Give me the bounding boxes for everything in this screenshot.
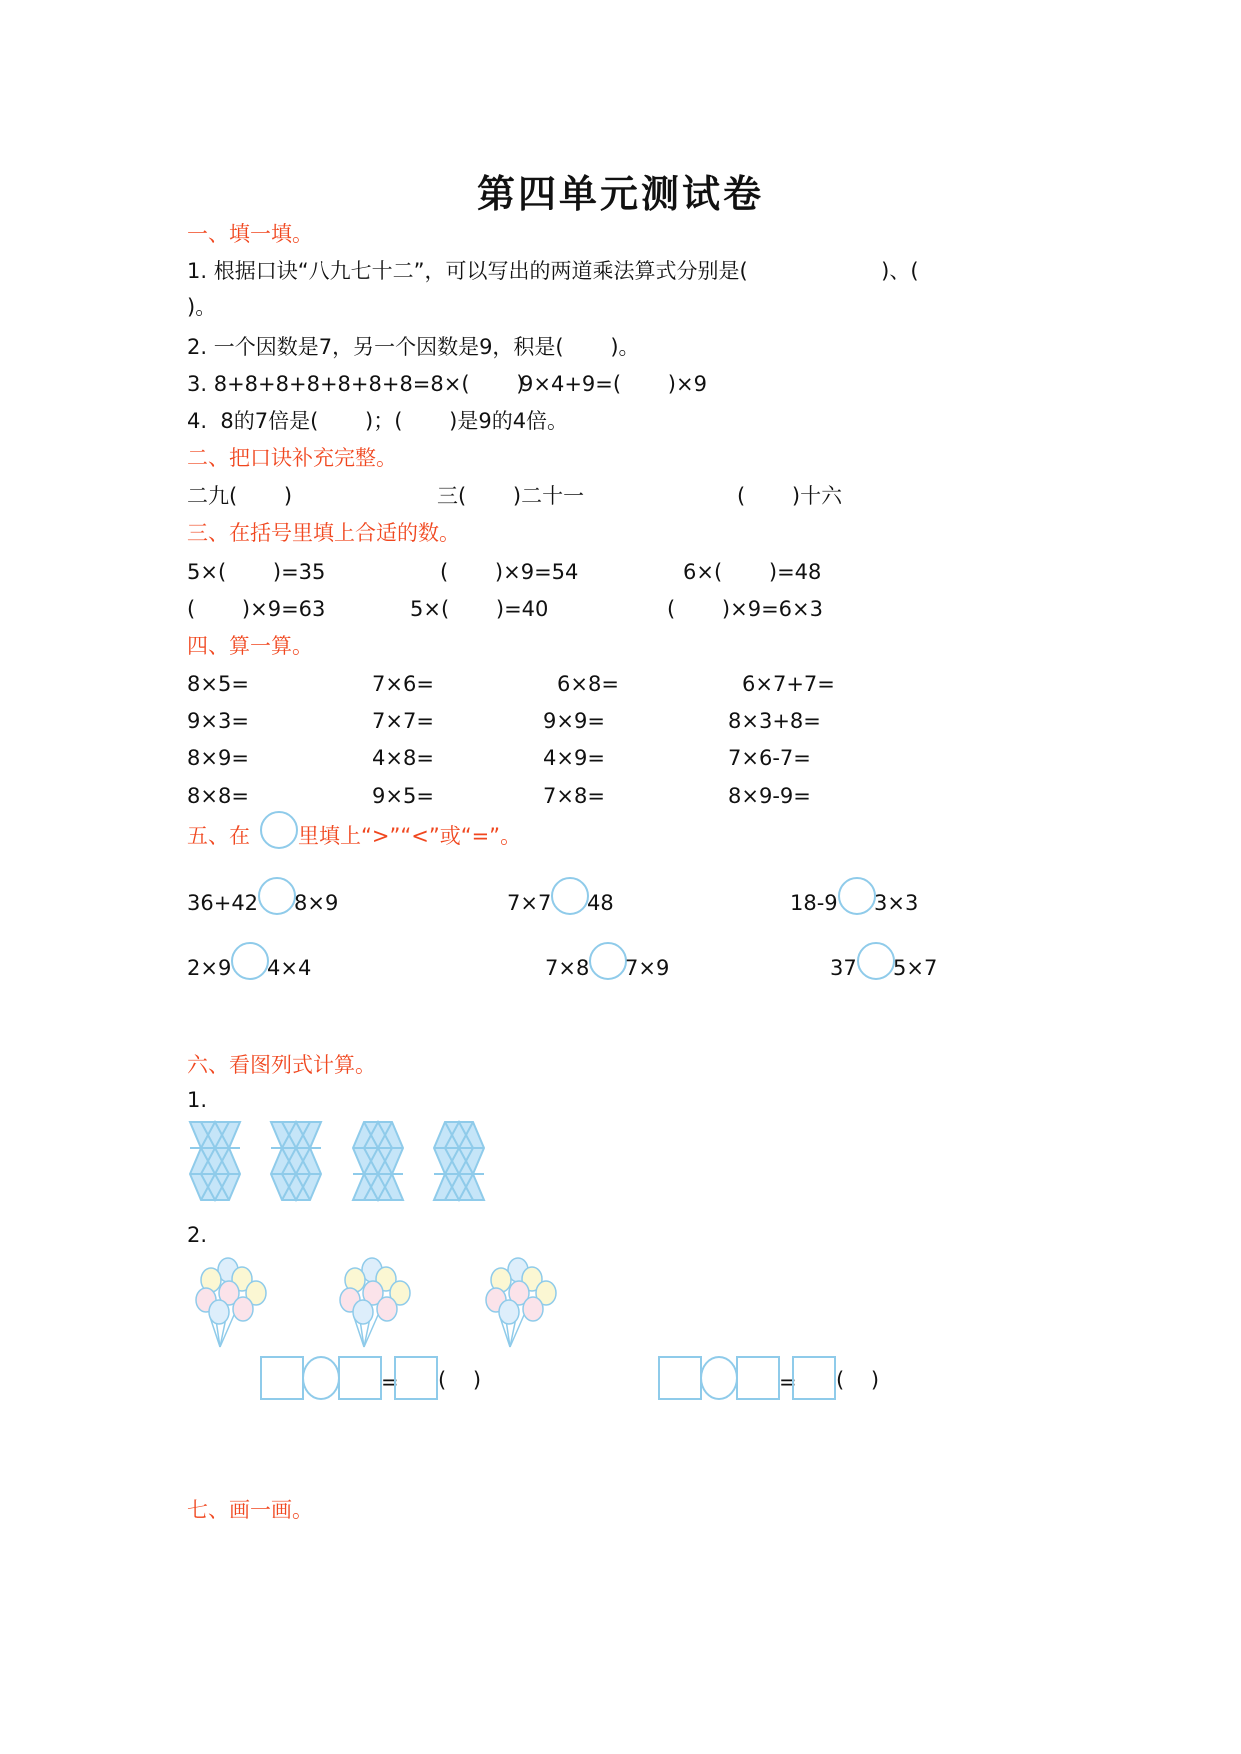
compare-answer-circle[interactable] <box>258 877 296 915</box>
unit-paren: ( ) <box>836 1368 880 1392</box>
compare-left: 36+42 <box>187 891 259 915</box>
problem-1-label: 1. <box>187 1088 208 1112</box>
equals-sign: = <box>381 1370 399 1394</box>
calc-item: 6×7+7= <box>742 672 835 696</box>
question-3a: 3. 8+8+8+8+8+8+8=8×( ) <box>187 372 525 396</box>
compare-right: 8×9 <box>294 891 339 915</box>
question-1: 1. 根据口诀“八九七十二”，可以写出的两道乘法算式分别是( )、( <box>187 259 919 283</box>
fill-item: 5×( )=35 <box>187 560 326 584</box>
compare-answer-circle[interactable] <box>857 942 895 980</box>
compare-answer-circle[interactable] <box>551 877 589 915</box>
compare-left: 7×8 <box>545 956 590 980</box>
compare-right: 4×4 <box>267 956 312 980</box>
section-4-heading: 四、算一算。 <box>187 634 313 658</box>
section-1-heading: 一、填一填。 <box>187 222 313 246</box>
triangle-shape <box>350 1120 410 1202</box>
fill-item: 6×( )=48 <box>683 560 822 584</box>
calc-item: 9×3= <box>187 709 249 733</box>
section-5-heading-b: 里填上“>”“<”或“=”。 <box>298 824 522 848</box>
operator-circle[interactable] <box>302 1356 340 1400</box>
question-4: 4. 8的7倍是( )；( )是9的4倍。 <box>187 409 569 433</box>
balloon-bunch-icon <box>187 1255 282 1350</box>
question-3b: 9×4+9=( )×9 <box>520 372 707 396</box>
compare-answer-circle[interactable] <box>589 942 627 980</box>
problem-2-label: 2. <box>187 1223 208 1247</box>
fill-item: 5×( )=40 <box>410 597 549 621</box>
fill-item: ( )×9=54 <box>440 560 579 584</box>
calc-item: 4×9= <box>543 746 605 770</box>
calc-item: 8×9= <box>187 746 249 770</box>
calc-item: 6×8= <box>557 672 619 696</box>
section-5-heading-a: 五、在 <box>187 824 250 848</box>
compare-left: 7×7 <box>507 891 552 915</box>
rhyme-item: 二九( ) <box>187 484 293 508</box>
answer-box[interactable] <box>658 1356 702 1400</box>
calc-item: 8×5= <box>187 672 249 696</box>
rhyme-item: 三( )二十一 <box>437 484 585 508</box>
calc-item: 9×5= <box>372 784 434 808</box>
compare-circle-icon <box>260 811 298 849</box>
triangle-shape <box>268 1120 328 1202</box>
calc-item: 7×7= <box>372 709 434 733</box>
fill-item: ( )×9=63 <box>187 597 326 621</box>
compare-answer-circle[interactable] <box>231 942 269 980</box>
calc-item: 7×8= <box>543 784 605 808</box>
compare-left: 18-9 <box>790 891 838 915</box>
equals-sign: = <box>779 1370 797 1394</box>
answer-box[interactable] <box>792 1356 836 1400</box>
fill-item: ( )×9=6×3 <box>667 597 823 621</box>
compare-answer-circle[interactable] <box>838 877 876 915</box>
balloon-bunch-icon <box>477 1255 572 1350</box>
calc-item: 7×6-7= <box>728 746 811 770</box>
section-2-heading: 二、把口诀补充完整。 <box>187 446 397 470</box>
section-6-heading: 六、看图列式计算。 <box>187 1053 376 1077</box>
calc-item: 4×8= <box>372 746 434 770</box>
answer-box[interactable] <box>260 1356 304 1400</box>
rhyme-item: ( )十六 <box>737 484 843 508</box>
calc-item: 8×9-9= <box>728 784 811 808</box>
question-1-end: )。 <box>187 295 217 319</box>
triangle-shape <box>187 1120 247 1202</box>
calc-item: 9×9= <box>543 709 605 733</box>
question-2: 2. 一个因数是7，另一个因数是9，积是( )。 <box>187 335 640 359</box>
triangle-shape <box>431 1120 491 1202</box>
calc-item: 8×8= <box>187 784 249 808</box>
unit-paren: ( ) <box>438 1368 482 1392</box>
page-title: 第四单元测试卷 <box>476 171 764 216</box>
compare-right: 7×9 <box>625 956 670 980</box>
section-7-heading: 七、画一画。 <box>187 1498 313 1522</box>
calc-item: 8×3+8= <box>728 709 821 733</box>
compare-left: 2×9 <box>187 956 232 980</box>
compare-right: 5×7 <box>893 956 938 980</box>
calc-item: 7×6= <box>372 672 434 696</box>
answer-box[interactable] <box>736 1356 780 1400</box>
section-3-heading: 三、在括号里填上合适的数。 <box>187 521 460 545</box>
balloon-bunch-icon <box>331 1255 426 1350</box>
answer-box[interactable] <box>394 1356 438 1400</box>
compare-right: 48 <box>587 891 614 915</box>
answer-box[interactable] <box>338 1356 382 1400</box>
compare-left: 37 <box>830 956 857 980</box>
compare-right: 3×3 <box>874 891 919 915</box>
operator-circle[interactable] <box>700 1356 738 1400</box>
